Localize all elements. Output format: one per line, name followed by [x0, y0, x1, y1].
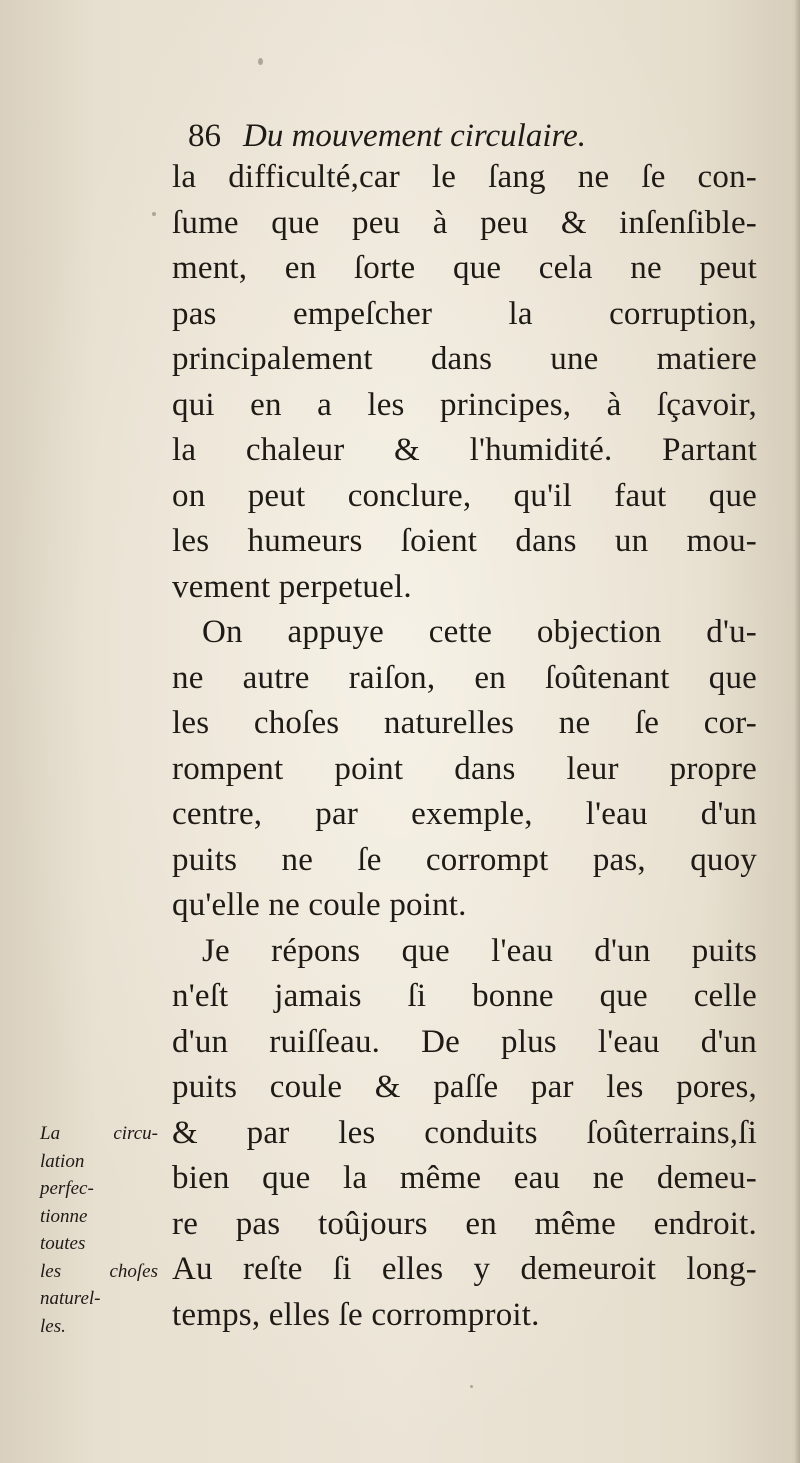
running-head: [188, 112, 748, 160]
page-number: 86: [188, 118, 221, 154]
body-text: [172, 155, 757, 1338]
text-line: On appuye cette objection d'u-: [202, 614, 757, 650]
running-title: Du mouvement circulaire.: [243, 118, 587, 154]
text-line: pas empeſcher la corruption,: [172, 295, 757, 332]
text-line: on peut conclure, qu'il faut que: [172, 477, 757, 514]
text-line: n'eſt jamais ſi bonne que celle: [172, 978, 757, 1014]
text-line: les choſes naturelles ne ſe cor-: [172, 705, 757, 741]
margin-note-line: les.: [40, 1315, 66, 1337]
text-line: les humeurs ſoient dans un mou-: [172, 523, 757, 559]
text-line: la difficulté,car le ſang ne ſe con-: [172, 159, 757, 195]
text-line: d'un ruiſſeau. De plus l'eau d'un: [172, 1023, 757, 1060]
marginal-note: [40, 1120, 158, 1340]
ink-speck: [152, 212, 156, 216]
text-line: ne autre raiſon, en ſoûtenant que: [172, 659, 757, 696]
text-line: principalement dans une matiere: [172, 341, 757, 377]
text-line: rompent point dans leur propre: [172, 750, 757, 787]
text-line: temps, elles ſe corromproit.: [172, 1296, 540, 1333]
margin-note-line: tionne: [40, 1205, 88, 1227]
text-line: Je répons que l'eau d'un puits: [202, 932, 757, 969]
text-line: & par les conduits ſoûterrains,ſi: [172, 1114, 757, 1151]
text-line: puits ne ſe corrompt pas, quoy: [172, 841, 757, 878]
margin-note-line: La circu-: [40, 1123, 158, 1144]
text-line: re pas toûjours en même endroit.: [172, 1205, 757, 1242]
margin-note-line: perfec-: [40, 1178, 94, 1199]
text-line: la chaleur & l'humidité. Partant: [172, 432, 757, 468]
margin-note-line: toutes: [40, 1233, 86, 1254]
text-line: ment, en ſorte que cela ne peut: [172, 250, 757, 286]
ink-speck: [258, 58, 263, 65]
margin-note-line: lation: [40, 1150, 85, 1172]
text-line: centre, par exemple, l'eau d'un: [172, 796, 757, 832]
margin-note-line: les choſes: [40, 1260, 158, 1282]
text-line: qu'elle ne coule point.: [172, 887, 467, 923]
margin-note-line: naturel-: [40, 1288, 101, 1309]
text-line: qui en a les principes, à ſçavoir,: [172, 386, 757, 423]
page-edge-shadow: [794, 0, 800, 1463]
text-line: bien que la même eau ne demeu-: [172, 1160, 757, 1196]
ink-speck: [470, 1385, 473, 1388]
text-line: vement perpetuel.: [172, 568, 412, 605]
text-line: ſume que peu à peu & inſenſible-: [172, 204, 757, 241]
text-line: Au reſte ſi elles y demeuroit long-: [172, 1251, 757, 1287]
text-line: puits coule & paſſe par les pores,: [172, 1069, 757, 1105]
